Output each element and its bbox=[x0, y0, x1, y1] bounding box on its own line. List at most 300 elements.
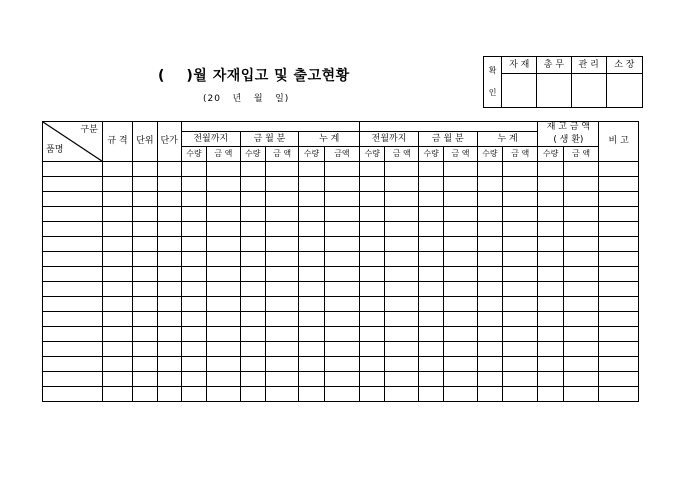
table-cell[interactable] bbox=[418, 267, 443, 282]
table-cell[interactable] bbox=[503, 342, 538, 357]
table-cell[interactable] bbox=[444, 342, 477, 357]
table-cell[interactable] bbox=[207, 252, 240, 267]
table-cell[interactable] bbox=[207, 357, 240, 372]
table-cell[interactable] bbox=[207, 267, 240, 282]
table-cell[interactable] bbox=[477, 312, 502, 327]
table-cell[interactable] bbox=[360, 312, 385, 327]
table-cell[interactable] bbox=[418, 312, 443, 327]
table-cell[interactable] bbox=[265, 177, 298, 192]
table-cell[interactable] bbox=[418, 192, 443, 207]
approval-sign-material[interactable] bbox=[502, 74, 537, 108]
table-cell[interactable] bbox=[538, 327, 563, 342]
table-cell[interactable] bbox=[418, 282, 443, 297]
table-cell[interactable] bbox=[133, 252, 157, 267]
table-cell[interactable] bbox=[43, 297, 103, 312]
table-cell[interactable] bbox=[563, 267, 598, 282]
table-cell[interactable] bbox=[157, 312, 181, 327]
table-cell[interactable] bbox=[477, 327, 502, 342]
table-cell[interactable] bbox=[102, 327, 132, 342]
table-cell[interactable] bbox=[444, 267, 477, 282]
table-cell[interactable] bbox=[599, 282, 639, 297]
table-cell[interactable] bbox=[477, 162, 502, 177]
table-cell[interactable] bbox=[102, 237, 132, 252]
table-cell[interactable] bbox=[43, 222, 103, 237]
table-cell[interactable] bbox=[102, 372, 132, 387]
table-cell[interactable] bbox=[43, 312, 103, 327]
table-cell[interactable] bbox=[599, 372, 639, 387]
table-cell[interactable] bbox=[538, 192, 563, 207]
table-cell[interactable] bbox=[563, 342, 598, 357]
table-cell[interactable] bbox=[133, 237, 157, 252]
table-cell[interactable] bbox=[43, 327, 103, 342]
table-cell[interactable] bbox=[43, 357, 103, 372]
table-cell[interactable] bbox=[418, 162, 443, 177]
table-cell[interactable] bbox=[360, 387, 385, 402]
table-cell[interactable] bbox=[503, 222, 538, 237]
table-cell[interactable] bbox=[538, 297, 563, 312]
table-cell[interactable] bbox=[444, 207, 477, 222]
table-cell[interactable] bbox=[385, 192, 418, 207]
table-cell[interactable] bbox=[444, 387, 477, 402]
table-cell[interactable] bbox=[324, 297, 359, 312]
table-cell[interactable] bbox=[207, 342, 240, 357]
table-cell[interactable] bbox=[265, 237, 298, 252]
table-cell[interactable] bbox=[477, 222, 502, 237]
table-cell[interactable] bbox=[324, 312, 359, 327]
table-cell[interactable] bbox=[418, 297, 443, 312]
table-cell[interactable] bbox=[444, 372, 477, 387]
table-cell[interactable] bbox=[240, 342, 265, 357]
table-cell[interactable] bbox=[157, 192, 181, 207]
table-cell[interactable] bbox=[599, 297, 639, 312]
table-cell[interactable] bbox=[181, 207, 206, 222]
table-cell[interactable] bbox=[133, 207, 157, 222]
table-cell[interactable] bbox=[538, 357, 563, 372]
table-cell[interactable] bbox=[563, 207, 598, 222]
table-cell[interactable] bbox=[324, 162, 359, 177]
table-cell[interactable] bbox=[240, 387, 265, 402]
table-cell[interactable] bbox=[418, 387, 443, 402]
table-cell[interactable] bbox=[265, 207, 298, 222]
table-cell[interactable] bbox=[444, 222, 477, 237]
table-cell[interactable] bbox=[563, 387, 598, 402]
table-cell[interactable] bbox=[133, 297, 157, 312]
table-cell[interactable] bbox=[133, 312, 157, 327]
table-cell[interactable] bbox=[133, 162, 157, 177]
table-cell[interactable] bbox=[599, 192, 639, 207]
table-cell[interactable] bbox=[563, 162, 598, 177]
table-cell[interactable] bbox=[133, 282, 157, 297]
table-cell[interactable] bbox=[207, 192, 240, 207]
table-cell[interactable] bbox=[43, 237, 103, 252]
table-cell[interactable] bbox=[299, 312, 324, 327]
table-cell[interactable] bbox=[299, 387, 324, 402]
table-cell[interactable] bbox=[538, 237, 563, 252]
table-cell[interactable] bbox=[265, 162, 298, 177]
table-cell[interactable] bbox=[477, 282, 502, 297]
table-cell[interactable] bbox=[133, 327, 157, 342]
table-cell[interactable] bbox=[240, 177, 265, 192]
table-cell[interactable] bbox=[477, 177, 502, 192]
table-cell[interactable] bbox=[385, 267, 418, 282]
table-cell[interactable] bbox=[599, 357, 639, 372]
table-cell[interactable] bbox=[385, 297, 418, 312]
table-cell[interactable] bbox=[385, 342, 418, 357]
table-cell[interactable] bbox=[444, 237, 477, 252]
table-cell[interactable] bbox=[265, 372, 298, 387]
table-cell[interactable] bbox=[477, 372, 502, 387]
table-cell[interactable] bbox=[385, 162, 418, 177]
table-cell[interactable] bbox=[477, 207, 502, 222]
table-cell[interactable] bbox=[477, 357, 502, 372]
table-cell[interactable] bbox=[385, 387, 418, 402]
table-cell[interactable] bbox=[360, 237, 385, 252]
table-cell[interactable] bbox=[43, 252, 103, 267]
approval-sign-manage[interactable] bbox=[571, 74, 606, 108]
table-cell[interactable] bbox=[157, 327, 181, 342]
table-cell[interactable] bbox=[157, 282, 181, 297]
table-cell[interactable] bbox=[563, 297, 598, 312]
table-cell[interactable] bbox=[599, 222, 639, 237]
table-cell[interactable] bbox=[360, 342, 385, 357]
table-cell[interactable] bbox=[240, 222, 265, 237]
table-cell[interactable] bbox=[324, 222, 359, 237]
table-cell[interactable] bbox=[265, 327, 298, 342]
table-cell[interactable] bbox=[133, 372, 157, 387]
table-cell[interactable] bbox=[181, 267, 206, 282]
table-cell[interactable] bbox=[181, 387, 206, 402]
table-cell[interactable] bbox=[207, 387, 240, 402]
table-cell[interactable] bbox=[324, 237, 359, 252]
table-cell[interactable] bbox=[240, 282, 265, 297]
table-cell[interactable] bbox=[102, 192, 132, 207]
table-cell[interactable] bbox=[563, 357, 598, 372]
table-cell[interactable] bbox=[240, 312, 265, 327]
table-cell[interactable] bbox=[181, 177, 206, 192]
table-cell[interactable] bbox=[444, 327, 477, 342]
table-cell[interactable] bbox=[133, 267, 157, 282]
table-cell[interactable] bbox=[324, 327, 359, 342]
table-cell[interactable] bbox=[418, 237, 443, 252]
table-cell[interactable] bbox=[444, 357, 477, 372]
table-cell[interactable] bbox=[102, 162, 132, 177]
table-cell[interactable] bbox=[265, 312, 298, 327]
table-cell[interactable] bbox=[43, 342, 103, 357]
table-cell[interactable] bbox=[418, 177, 443, 192]
table-cell[interactable] bbox=[324, 282, 359, 297]
table-cell[interactable] bbox=[207, 327, 240, 342]
table-cell[interactable] bbox=[265, 357, 298, 372]
table-cell[interactable] bbox=[477, 237, 502, 252]
table-cell[interactable] bbox=[102, 207, 132, 222]
table-cell[interactable] bbox=[299, 357, 324, 372]
table-cell[interactable] bbox=[207, 312, 240, 327]
table-cell[interactable] bbox=[324, 387, 359, 402]
table-cell[interactable] bbox=[299, 192, 324, 207]
table-cell[interactable] bbox=[43, 192, 103, 207]
table-cell[interactable] bbox=[157, 387, 181, 402]
table-cell[interactable] bbox=[299, 207, 324, 222]
table-cell[interactable] bbox=[324, 192, 359, 207]
table-cell[interactable] bbox=[102, 267, 132, 282]
table-cell[interactable] bbox=[102, 312, 132, 327]
table-cell[interactable] bbox=[299, 342, 324, 357]
table-cell[interactable] bbox=[102, 282, 132, 297]
table-cell[interactable] bbox=[299, 237, 324, 252]
table-cell[interactable] bbox=[157, 177, 181, 192]
table-cell[interactable] bbox=[102, 177, 132, 192]
table-cell[interactable] bbox=[43, 267, 103, 282]
table-cell[interactable] bbox=[43, 282, 103, 297]
table-cell[interactable] bbox=[207, 222, 240, 237]
table-cell[interactable] bbox=[360, 267, 385, 282]
table-cell[interactable] bbox=[418, 327, 443, 342]
table-cell[interactable] bbox=[563, 252, 598, 267]
table-cell[interactable] bbox=[599, 387, 639, 402]
table-cell[interactable] bbox=[360, 162, 385, 177]
table-cell[interactable] bbox=[43, 207, 103, 222]
table-cell[interactable] bbox=[207, 372, 240, 387]
table-cell[interactable] bbox=[240, 207, 265, 222]
table-cell[interactable] bbox=[43, 177, 103, 192]
table-cell[interactable] bbox=[360, 252, 385, 267]
table-cell[interactable] bbox=[207, 207, 240, 222]
table-cell[interactable] bbox=[299, 327, 324, 342]
table-cell[interactable] bbox=[385, 222, 418, 237]
table-cell[interactable] bbox=[477, 252, 502, 267]
table-cell[interactable] bbox=[265, 192, 298, 207]
table-cell[interactable] bbox=[385, 327, 418, 342]
table-cell[interactable] bbox=[324, 207, 359, 222]
table-cell[interactable] bbox=[360, 207, 385, 222]
table-cell[interactable] bbox=[133, 342, 157, 357]
table-cell[interactable] bbox=[181, 162, 206, 177]
table-cell[interactable] bbox=[563, 237, 598, 252]
table-cell[interactable] bbox=[503, 177, 538, 192]
table-cell[interactable] bbox=[299, 177, 324, 192]
table-cell[interactable] bbox=[599, 327, 639, 342]
table-cell[interactable] bbox=[444, 297, 477, 312]
table-cell[interactable] bbox=[157, 252, 181, 267]
table-cell[interactable] bbox=[102, 252, 132, 267]
table-cell[interactable] bbox=[538, 372, 563, 387]
table-cell[interactable] bbox=[133, 357, 157, 372]
table-cell[interactable] bbox=[563, 192, 598, 207]
table-cell[interactable] bbox=[444, 162, 477, 177]
table-cell[interactable] bbox=[503, 267, 538, 282]
table-cell[interactable] bbox=[265, 297, 298, 312]
table-cell[interactable] bbox=[240, 297, 265, 312]
table-cell[interactable] bbox=[503, 297, 538, 312]
table-cell[interactable] bbox=[503, 282, 538, 297]
table-cell[interactable] bbox=[477, 387, 502, 402]
table-cell[interactable] bbox=[477, 192, 502, 207]
table-cell[interactable] bbox=[538, 207, 563, 222]
table-cell[interactable] bbox=[207, 162, 240, 177]
table-cell[interactable] bbox=[444, 192, 477, 207]
table-cell[interactable] bbox=[503, 192, 538, 207]
table-cell[interactable] bbox=[324, 267, 359, 282]
table-cell[interactable] bbox=[503, 252, 538, 267]
table-cell[interactable] bbox=[385, 357, 418, 372]
table-cell[interactable] bbox=[240, 192, 265, 207]
table-cell[interactable] bbox=[599, 177, 639, 192]
table-cell[interactable] bbox=[444, 252, 477, 267]
approval-sign-general[interactable] bbox=[537, 74, 571, 108]
table-cell[interactable] bbox=[265, 342, 298, 357]
table-cell[interactable] bbox=[385, 207, 418, 222]
table-cell[interactable] bbox=[299, 282, 324, 297]
table-cell[interactable] bbox=[360, 192, 385, 207]
table-cell[interactable] bbox=[207, 282, 240, 297]
table-cell[interactable] bbox=[240, 327, 265, 342]
table-cell[interactable] bbox=[265, 222, 298, 237]
table-cell[interactable] bbox=[599, 342, 639, 357]
table-cell[interactable] bbox=[207, 297, 240, 312]
table-cell[interactable] bbox=[299, 252, 324, 267]
table-cell[interactable] bbox=[181, 327, 206, 342]
table-cell[interactable] bbox=[181, 252, 206, 267]
table-cell[interactable] bbox=[181, 312, 206, 327]
table-cell[interactable] bbox=[133, 222, 157, 237]
table-cell[interactable] bbox=[157, 207, 181, 222]
table-cell[interactable] bbox=[181, 282, 206, 297]
table-cell[interactable] bbox=[418, 342, 443, 357]
table-cell[interactable] bbox=[360, 177, 385, 192]
table-cell[interactable] bbox=[265, 282, 298, 297]
table-cell[interactable] bbox=[265, 267, 298, 282]
table-cell[interactable] bbox=[181, 192, 206, 207]
table-cell[interactable] bbox=[324, 372, 359, 387]
table-cell[interactable] bbox=[360, 372, 385, 387]
table-cell[interactable] bbox=[538, 282, 563, 297]
table-cell[interactable] bbox=[181, 357, 206, 372]
table-cell[interactable] bbox=[418, 372, 443, 387]
table-cell[interactable] bbox=[563, 222, 598, 237]
table-cell[interactable] bbox=[157, 372, 181, 387]
table-cell[interactable] bbox=[324, 357, 359, 372]
table-cell[interactable] bbox=[477, 342, 502, 357]
table-cell[interactable] bbox=[538, 252, 563, 267]
table-cell[interactable] bbox=[538, 162, 563, 177]
table-cell[interactable] bbox=[299, 162, 324, 177]
table-cell[interactable] bbox=[207, 237, 240, 252]
table-cell[interactable] bbox=[563, 372, 598, 387]
table-cell[interactable] bbox=[538, 267, 563, 282]
table-cell[interactable] bbox=[299, 297, 324, 312]
table-cell[interactable] bbox=[102, 387, 132, 402]
table-cell[interactable] bbox=[503, 327, 538, 342]
table-cell[interactable] bbox=[240, 267, 265, 282]
table-cell[interactable] bbox=[563, 282, 598, 297]
table-cell[interactable] bbox=[102, 342, 132, 357]
table-cell[interactable] bbox=[503, 387, 538, 402]
table-cell[interactable] bbox=[538, 387, 563, 402]
table-cell[interactable] bbox=[503, 372, 538, 387]
table-cell[interactable] bbox=[157, 357, 181, 372]
table-cell[interactable] bbox=[157, 297, 181, 312]
table-cell[interactable] bbox=[157, 267, 181, 282]
table-cell[interactable] bbox=[360, 222, 385, 237]
table-cell[interactable] bbox=[538, 222, 563, 237]
table-cell[interactable] bbox=[385, 177, 418, 192]
table-cell[interactable] bbox=[181, 372, 206, 387]
table-cell[interactable] bbox=[181, 297, 206, 312]
table-cell[interactable] bbox=[157, 222, 181, 237]
table-cell[interactable] bbox=[503, 312, 538, 327]
table-cell[interactable] bbox=[157, 237, 181, 252]
table-cell[interactable] bbox=[360, 297, 385, 312]
table-cell[interactable] bbox=[599, 312, 639, 327]
table-cell[interactable] bbox=[133, 387, 157, 402]
table-cell[interactable] bbox=[477, 297, 502, 312]
table-cell[interactable] bbox=[324, 342, 359, 357]
table-cell[interactable] bbox=[360, 327, 385, 342]
table-cell[interactable] bbox=[240, 357, 265, 372]
table-cell[interactable] bbox=[240, 372, 265, 387]
table-cell[interactable] bbox=[360, 282, 385, 297]
table-cell[interactable] bbox=[444, 282, 477, 297]
table-cell[interactable] bbox=[324, 177, 359, 192]
table-cell[interactable] bbox=[265, 387, 298, 402]
table-cell[interactable] bbox=[133, 177, 157, 192]
table-cell[interactable] bbox=[360, 357, 385, 372]
table-cell[interactable] bbox=[299, 267, 324, 282]
table-cell[interactable] bbox=[538, 342, 563, 357]
table-cell[interactable] bbox=[538, 177, 563, 192]
table-cell[interactable] bbox=[102, 222, 132, 237]
table-cell[interactable] bbox=[324, 252, 359, 267]
table-cell[interactable] bbox=[157, 162, 181, 177]
table-cell[interactable] bbox=[418, 357, 443, 372]
table-cell[interactable] bbox=[102, 297, 132, 312]
table-cell[interactable] bbox=[503, 357, 538, 372]
table-cell[interactable] bbox=[181, 222, 206, 237]
table-cell[interactable] bbox=[503, 237, 538, 252]
table-cell[interactable] bbox=[181, 237, 206, 252]
table-cell[interactable] bbox=[444, 312, 477, 327]
table-cell[interactable] bbox=[43, 162, 103, 177]
table-cell[interactable] bbox=[133, 192, 157, 207]
table-cell[interactable] bbox=[563, 312, 598, 327]
table-cell[interactable] bbox=[43, 387, 103, 402]
table-cell[interactable] bbox=[599, 207, 639, 222]
approval-sign-director[interactable] bbox=[606, 74, 642, 108]
table-cell[interactable] bbox=[563, 177, 598, 192]
table-cell[interactable] bbox=[240, 237, 265, 252]
table-cell[interactable] bbox=[43, 372, 103, 387]
table-cell[interactable] bbox=[385, 252, 418, 267]
table-cell[interactable] bbox=[503, 207, 538, 222]
table-cell[interactable] bbox=[418, 222, 443, 237]
table-cell[interactable] bbox=[599, 252, 639, 267]
table-cell[interactable] bbox=[299, 372, 324, 387]
table-cell[interactable] bbox=[418, 252, 443, 267]
table-cell[interactable] bbox=[599, 162, 639, 177]
table-cell[interactable] bbox=[385, 282, 418, 297]
table-cell[interactable] bbox=[563, 327, 598, 342]
table-cell[interactable] bbox=[385, 372, 418, 387]
table-cell[interactable] bbox=[157, 342, 181, 357]
table-cell[interactable] bbox=[385, 312, 418, 327]
table-cell[interactable] bbox=[477, 267, 502, 282]
table-cell[interactable] bbox=[599, 237, 639, 252]
table-cell[interactable] bbox=[385, 237, 418, 252]
table-cell[interactable] bbox=[265, 252, 298, 267]
table-cell[interactable] bbox=[503, 162, 538, 177]
table-cell[interactable] bbox=[599, 267, 639, 282]
table-cell[interactable] bbox=[240, 252, 265, 267]
